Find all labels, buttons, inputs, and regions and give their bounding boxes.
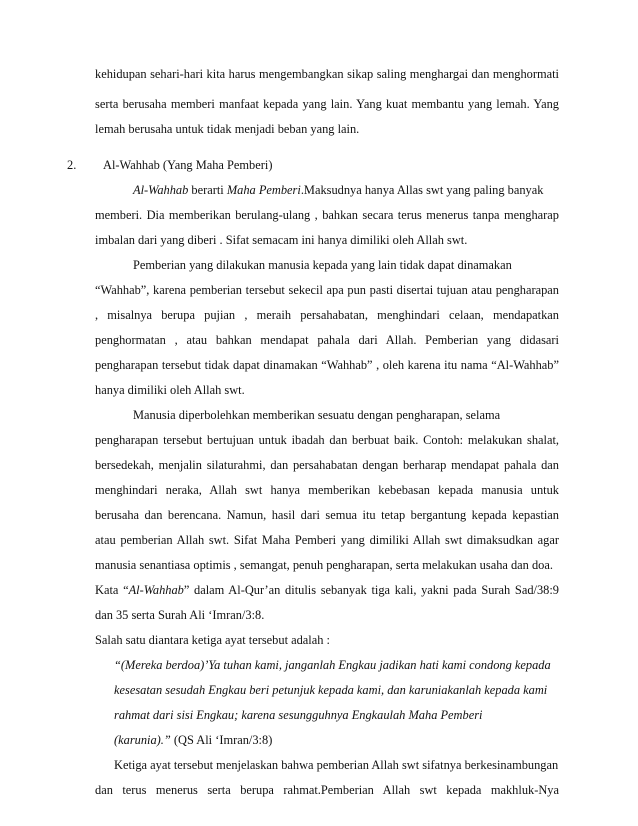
text-span: ” dalam Al-Qur’an ditulis sebanyak tiga kali, yakni pada Surah Sad/38:9	[183, 583, 559, 597]
text-line: Ketiga ayat tersebut menjelaskan bahwa pemberian Allah swt sifatnya berkesinambungan	[114, 758, 559, 772]
text-line: lemah berusaha untuk tidak menjadi beban yang lain.	[95, 122, 360, 136]
text-line: berusaha dan berencana. Namun, hasil dari semua itu tetap bergantung kepada kepastian	[95, 508, 559, 522]
text-line: penghormatan , atau bahkan mendapat pahala dari Allah. Pemberian yang didasari	[95, 333, 559, 347]
quote-line: “(Mereka berdoa)’Ya tuhan kami, janganlah Engkau jadikan hati kami condong kepada	[114, 658, 551, 672]
quote-line: kesesatan sesudah Engkau beri petunjuk kepada kami, dan karuniakanlah kepada kami	[114, 683, 548, 697]
quote-line	[114, 732, 272, 748]
text-line: serta berusaha memberi manfaat kepada yang lain. Yang kuat membantu yang lemah. Yang	[95, 97, 559, 111]
term-italic: Maha Pemberi	[226, 183, 301, 197]
text-line: bersedekah, menjalin silaturahmi, dan persahabatan dengan berharap mendapat pahala dan	[95, 458, 559, 472]
section-heading: Al-Wahhab (Yang Maha Pemberi)	[103, 158, 273, 172]
text-line: imbalan dari yang diberi . Sifat semacam ini hanya dimiliki oleh Allah swt.	[95, 233, 468, 247]
text-line: Manusia diperbolehkan memberikan sesuatu dengan pengharapan, selama	[133, 408, 501, 422]
text-line: “Wahhab”, karena pemberian tersebut sekecil apa pun pasti disertai tujuan atau pengharapan	[95, 283, 559, 297]
text-line: dan 35 serta Surah Ali ‘Imran/3:8.	[95, 608, 265, 622]
text-line: memberi. Dia memberikan berulang-ulang , bahkan secara terus menerus tanpa mengharap	[95, 208, 559, 222]
term-italic: Al-Wahhab	[133, 183, 189, 197]
text-line: menghindari neraka, Allah swt hanya memberikan kebebasan kepada manusia untuk	[95, 483, 559, 497]
text-span: Kata “	[95, 583, 129, 597]
text-line: Pemberian yang dilakukan manusia kepada yang lain tidak dapat dinamakan	[133, 258, 512, 272]
list-number: 2.	[67, 158, 77, 172]
text-line: hanya dimiliki oleh Allah swt.	[95, 383, 245, 397]
text-line	[95, 582, 559, 598]
text-line	[133, 182, 559, 198]
term-italic: Al-Wahhab	[128, 583, 184, 597]
text-line: pengharapan tersebut bertujuan untuk ibadah dan berbuat baik. Contoh: melakukan shalat,	[95, 433, 559, 447]
text-span: berarti	[188, 183, 227, 197]
citation: (QS Ali ‘Imran/3:8)	[170, 733, 273, 747]
quote-line: rahmat dari sisi Engkau; karena sesungguhnya Engkaulah Maha Pemberi	[114, 708, 483, 722]
text-line: pengharapan tersebut tidak dapat dinamakan “Wahhab” , oleh karena itu nama “Al-Wahhab”	[95, 358, 559, 372]
text-line: kehidupan sehari-hari kita harus mengembangkan sikap saling menghargai dan menghormati	[95, 67, 559, 81]
text-line: dan terus menerus serta berupa rahmat.Pemberian Allah swt kepada makhluk-Nya	[95, 783, 559, 797]
text-line: atau pemberian Allah swt. Sifat Maha Pemberi yang dimiliki Allah swt dimaksudkan agar	[95, 533, 559, 547]
text-span: .Maksudnya hanya Allas swt yang paling banyak	[300, 183, 544, 197]
quote-span: (karunia).”	[114, 733, 171, 747]
text-line: Salah satu diantara ketiga ayat tersebut adalah :	[95, 633, 330, 647]
text-line: , misalnya berupa pujian , meraih persahabatan, menghindari celaan, mendapatkan	[95, 308, 559, 322]
text-line: manusia senantiasa optimis , semangat, penuh pengharapan, serta melakukan usaha dan doa.	[95, 558, 553, 572]
